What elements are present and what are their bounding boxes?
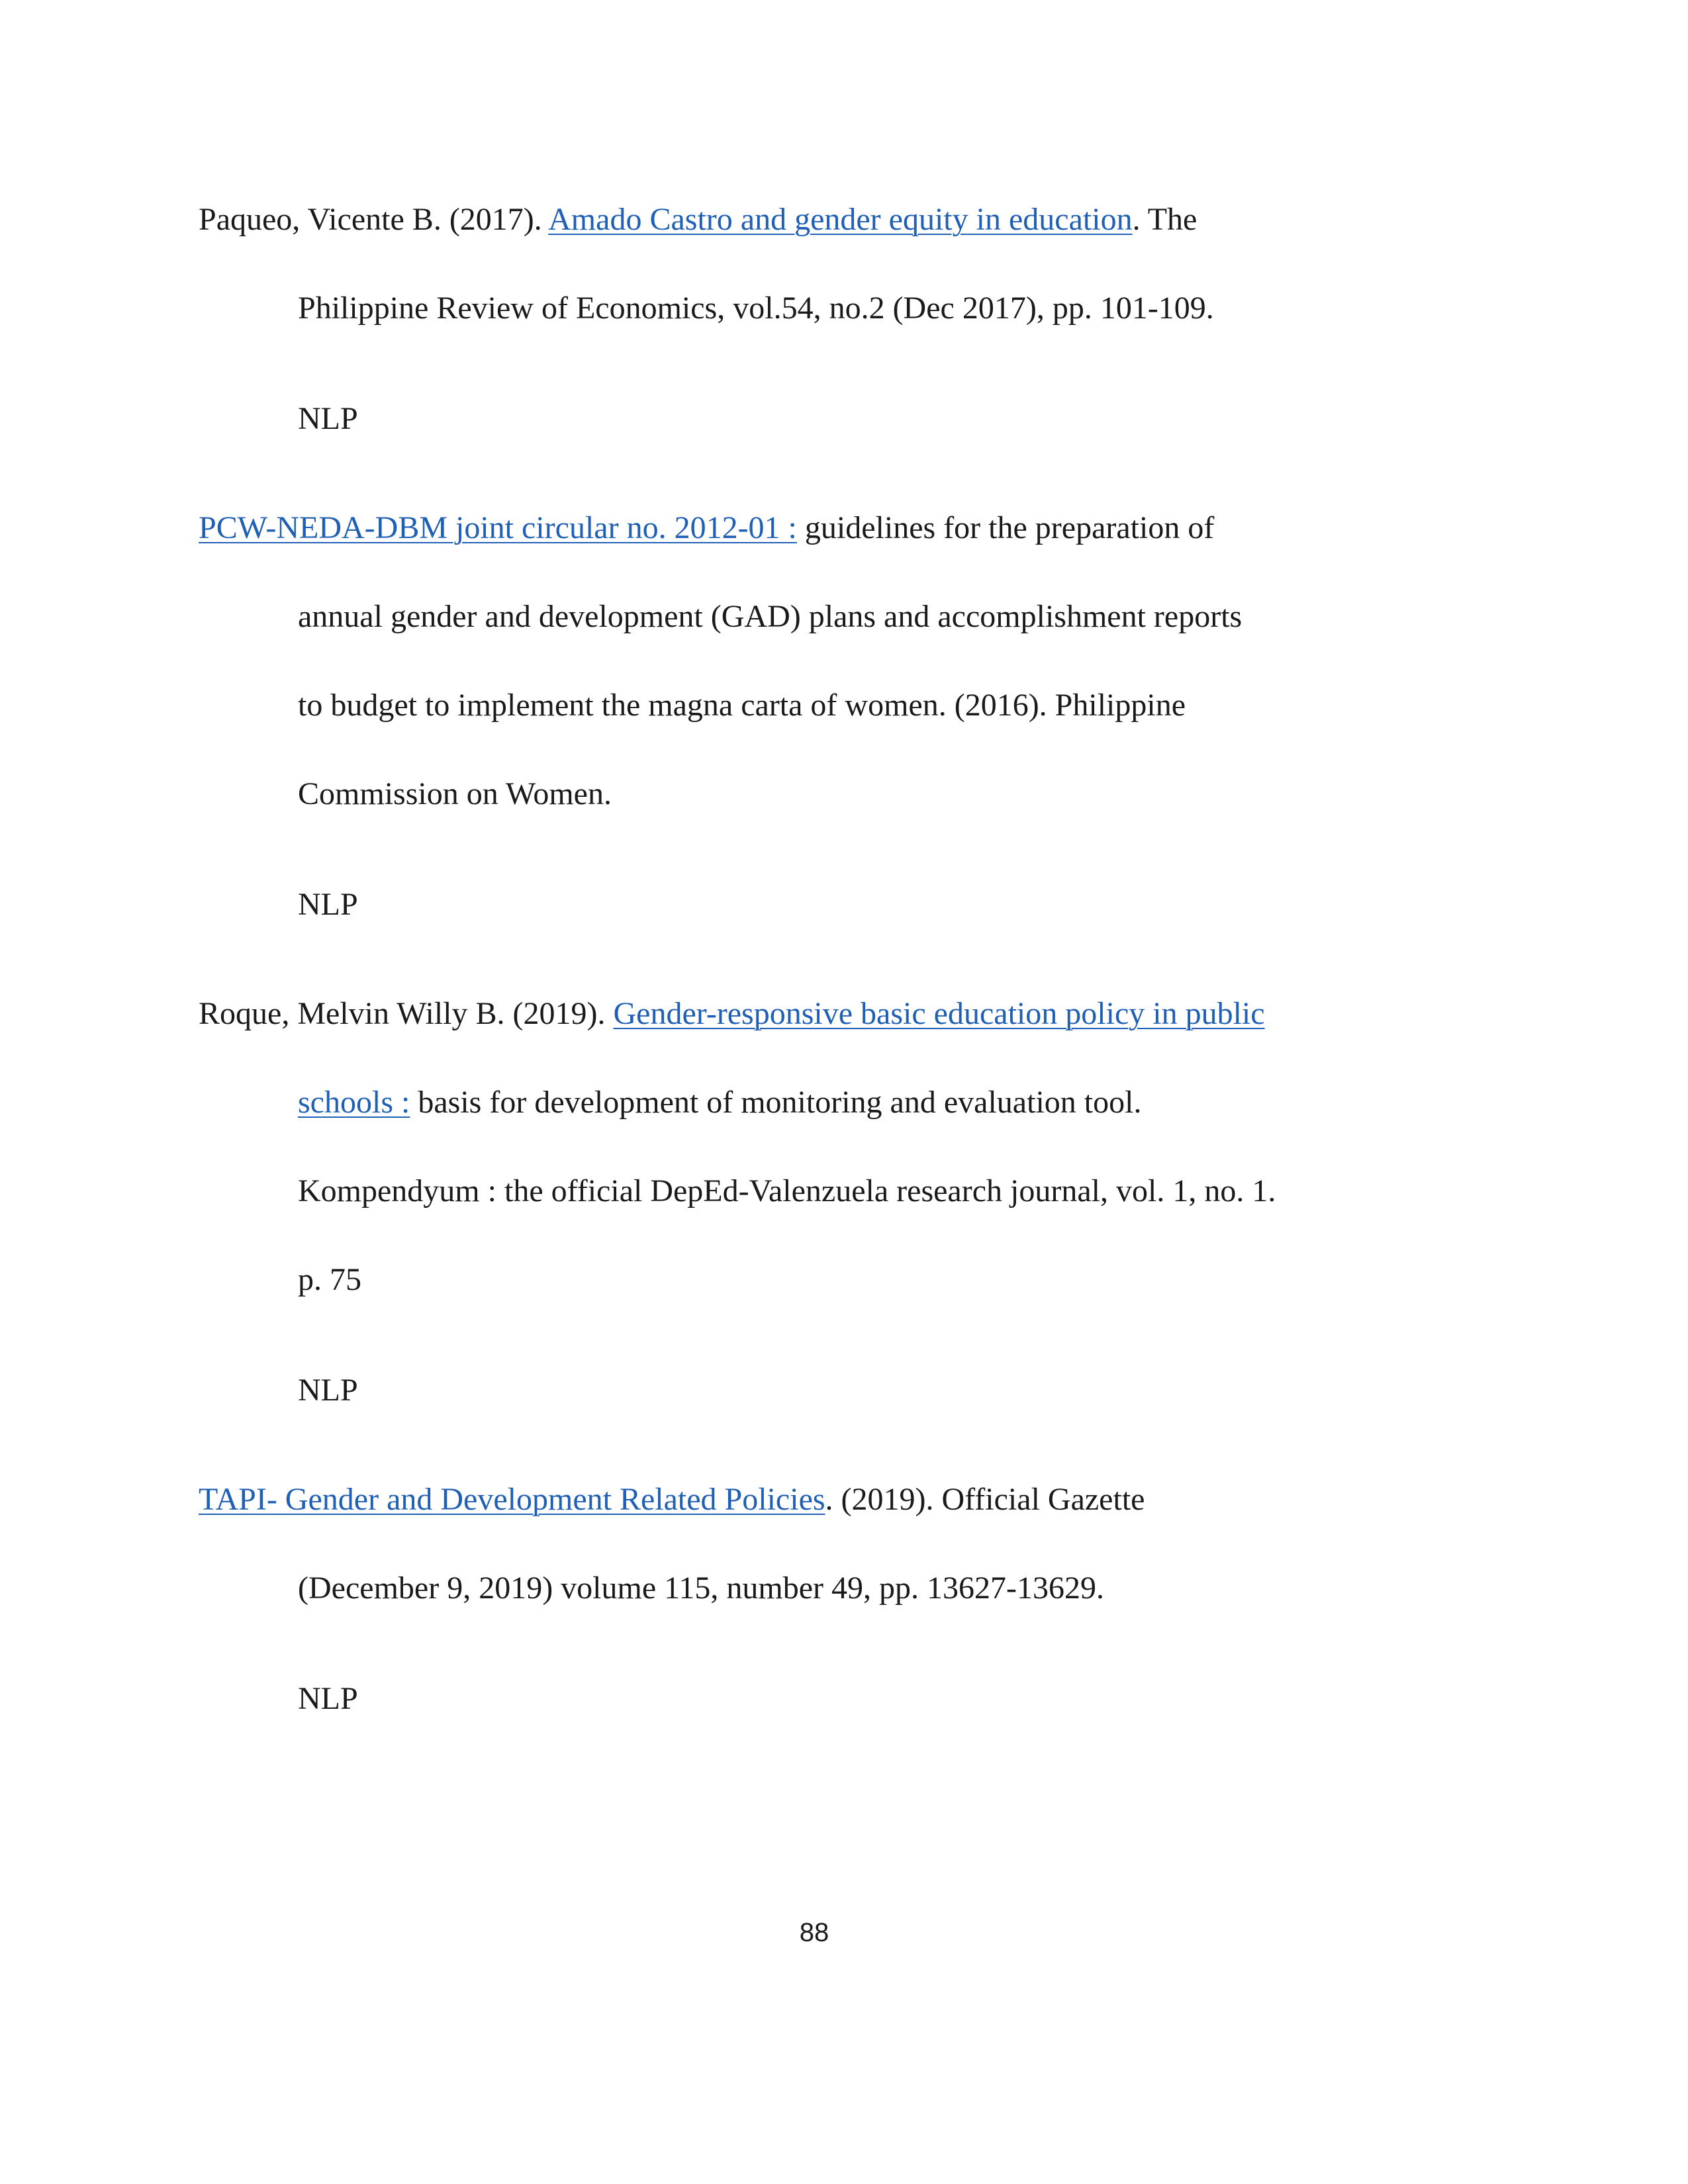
reference-text: Philippine Review of Economics, vol.54, no.2 (Dec 2017), pp. 101-109.	[298, 291, 1214, 326]
reference-text: basis for development of monitoring and evaluation tool.	[410, 1085, 1142, 1120]
reference-text: to budget to implement the magna carta of women. (2016). Philippine	[298, 688, 1186, 723]
link-gender-responsive-policy-continued[interactable]	[199, 1085, 410, 1120]
reference-tapi-line-1	[199, 1480, 1145, 1520]
reference-text: (December 9, 2019) volume 115, number 49, pp. 13627-13629.	[298, 1570, 1104, 1606]
link-pcw-neda-dbm-circular[interactable]: PCW-NEDA-DBM joint circular no. 2012-01 :	[199, 510, 797, 545]
reference-text: . (2019). Official Gazette	[825, 1482, 1145, 1517]
reference-tapi-line-2	[298, 1569, 1104, 1608]
reference-pcw-line-1	[199, 508, 1214, 548]
reference-tapi-note	[298, 1679, 358, 1719]
reference-roque-note	[298, 1371, 358, 1410]
reference-roque-line-2	[199, 1083, 1141, 1122]
reference-text: guidelines for the preparation of	[796, 510, 1215, 545]
link-tapi-gad-policies[interactable]: TAPI- Gender and Development Related Policies	[199, 1482, 825, 1517]
nlp-note: NLP	[298, 887, 358, 922]
reference-pcw-line-3	[298, 686, 1186, 725]
link-gender-responsive-policy[interactable]: Gender-responsive basic education policy in public	[613, 996, 1265, 1031]
reference-text: p. 75	[298, 1262, 361, 1297]
reference-text: Paqueo, Vicente B. (2017).	[199, 202, 549, 237]
reference-text: annual gender and development (GAD) plans and accomplishment reports	[298, 599, 1243, 634]
reference-pcw-line-4	[298, 774, 612, 814]
reference-roque-line-1	[199, 994, 1265, 1034]
reference-paqueo-line-1	[199, 200, 1197, 240]
reference-pcw-line-2	[298, 597, 1242, 637]
reference-roque-line-3	[298, 1171, 1276, 1211]
reference-paqueo-note	[298, 399, 358, 439]
nlp-note: NLP	[298, 401, 358, 436]
reference-roque-line-4	[298, 1260, 361, 1300]
reference-text: Kompendyum : the official DepEd-Valenzuela research journal, vol. 1, no. 1.	[298, 1173, 1276, 1208]
reference-paqueo-line-2	[298, 289, 1214, 328]
nlp-note: NLP	[298, 1373, 358, 1408]
reference-text: Commission on Women.	[298, 776, 612, 811]
link-amado-castro[interactable]: Amado Castro and gender equity in education	[548, 202, 1133, 237]
link-text: schools :	[298, 1085, 410, 1120]
nlp-note: NLP	[298, 1681, 358, 1716]
reference-text: . The	[1132, 202, 1197, 237]
reference-pcw-note	[298, 885, 358, 925]
reference-text: Roque, Melvin Willy B. (2019).	[199, 996, 614, 1031]
page-number: 88	[799, 1918, 829, 1947]
